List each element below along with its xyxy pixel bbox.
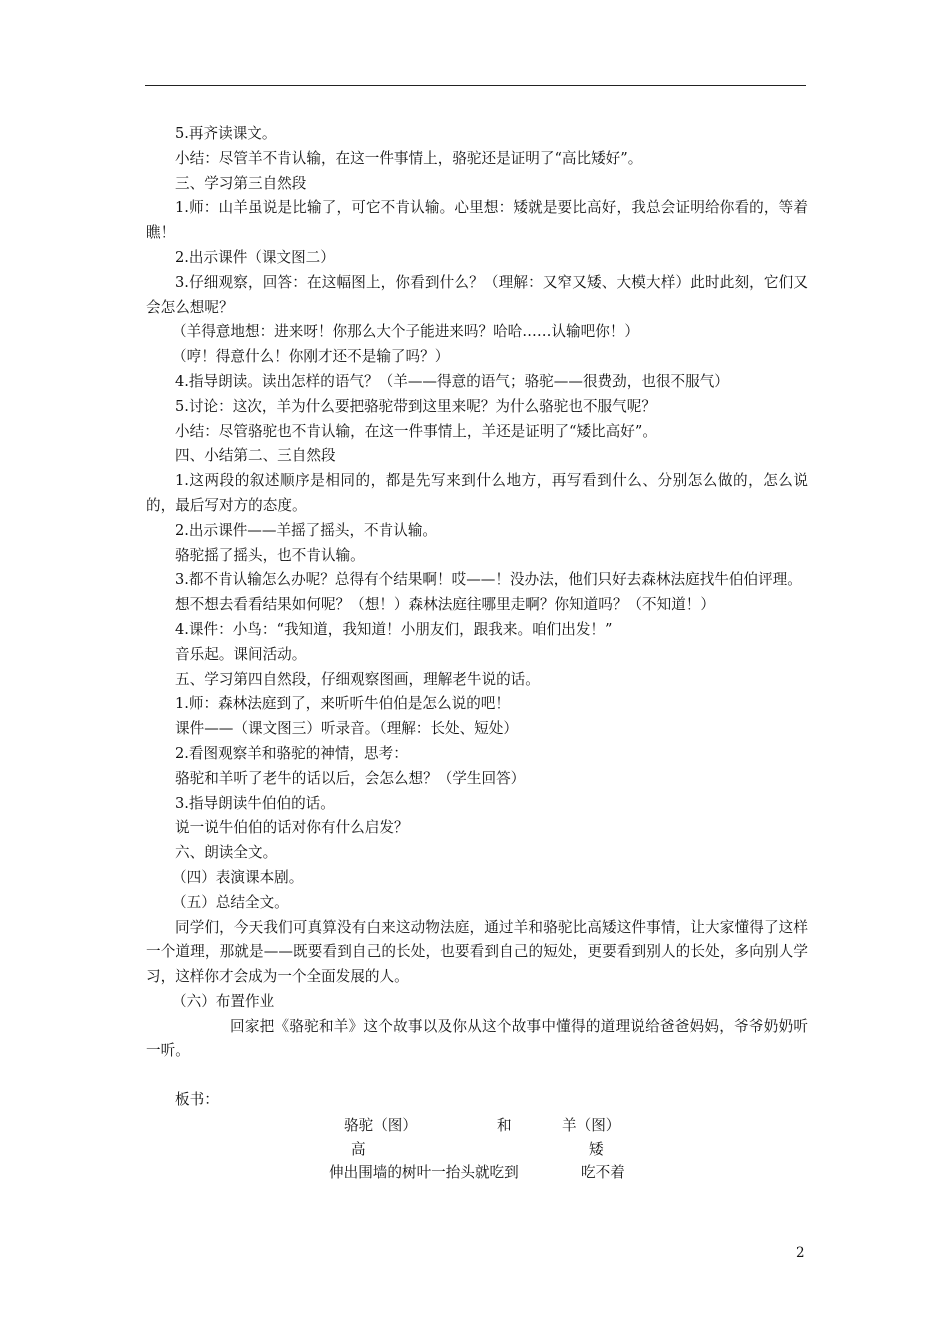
paragraph: 想不想去看看结果如何呢？（想！）森林法庭往哪里走啊？你知道吗？（不知道！）	[175, 596, 715, 614]
paragraph: 2.出示课件——羊摇了摇头，不肯认输。	[175, 521, 438, 539]
header-rule	[145, 85, 806, 86]
board-sheep: 羊（图）	[562, 1117, 621, 1135]
blackboard-layout	[146, 1115, 808, 1195]
paragraph: 4.指导朗读。读出怎样的语气？（羊——得意的语气；骆驼——很费劲，也很不服气）	[175, 372, 729, 390]
section-heading: 五、学习第四自然段，仔细观察图画，理解老牛说的话。	[175, 670, 540, 688]
paragraph: 2.看图观察羊和骆驼的神情，思考：	[175, 744, 408, 762]
paragraph: （哼！得意什么！你刚才还不是输了吗？）	[172, 348, 450, 366]
paragraph: 课件——（课文图三）听录音。（理解：长处、短处）	[175, 720, 518, 738]
section-heading: （五）总结全文。	[172, 893, 289, 911]
board-camel-reach: 伸出围墙的树叶一抬头就吃到	[329, 1164, 519, 1182]
paragraph: 3.仔细观察，回答：在这幅图上，你看到什么？（理解：又窄又矮、大模大样）此时此刻，它们又会怎么想呢？	[146, 273, 808, 316]
paragraph: 2.出示课件（课文图二）	[175, 248, 335, 266]
board-short: 矮	[589, 1141, 604, 1159]
paragraph: 骆驼和羊听了老牛的话以后，会怎么想？（学生回答）	[175, 769, 526, 787]
paragraph: 说一说牛伯伯的话对你有什么启发？	[175, 819, 409, 837]
paragraph: 音乐起。课间活动。	[175, 645, 307, 663]
section-heading: 四、小结第二、三自然段	[175, 447, 336, 465]
board-tall: 高	[351, 1141, 366, 1159]
paragraph: 5.再齐读课文。	[175, 125, 277, 142]
board-and: 和	[497, 1117, 512, 1135]
document-body	[146, 122, 808, 1195]
paragraph: 小结：尽管骆驼也不肯认输，在这一件事情上，羊还是证明了“矮比高好”。	[175, 422, 657, 440]
paragraph: 3.都不肯认输怎么办呢？总得有个结果啊！哎——！没办法，他们只好去森林法庭找牛伯伯评理。	[175, 571, 802, 589]
board-camel: 骆驼（图）	[344, 1117, 417, 1135]
paragraph: 1.师：山羊虽说是比输了，可它不肯认输。心里想：矮就是要比高好，我总会证明给你看的，等着瞧！	[146, 199, 808, 242]
paragraph: 骆驼摇了摇头，也不肯认输。	[175, 546, 365, 564]
board-label: 板书：	[175, 1091, 219, 1109]
board-sheep-reach: 吃不着	[581, 1164, 625, 1182]
paragraph: 5.讨论：这次，羊为什么要把骆驼带到这里来呢？为什么骆驼也不服气呢？	[175, 397, 656, 415]
paragraph: 3.指导朗读牛伯伯的话。	[175, 794, 335, 812]
paragraph: 回家把《骆驼和羊》这个故事以及你从这个故事中懂得的道理说给爸爸妈妈，爷爷奶奶听一听。	[146, 1017, 808, 1060]
paragraph: 同学们，今天我们可真算没有白来这动物法庭，通过羊和骆驼比高矮这件事情，让大家懂得了这样一个道理，那就是——既要看到自己的长处，也要看到自己的短处，更要看到别人的长处，多向别人学习，这样你才会成为一个全面发展的人。	[146, 918, 808, 986]
paragraph: 1.师：森林法庭到了，来听听牛伯伯是怎么说的吧！	[175, 695, 510, 713]
page-number: 2	[796, 1245, 805, 1261]
section-heading: 三、学习第三自然段	[175, 174, 307, 192]
section-heading: 六、朗读全文。	[175, 844, 278, 862]
paragraph: 小结：尽管羊不肯认输，在这一件事情上，骆驼还是证明了“高比矮好”。	[175, 149, 643, 167]
section-heading: （六）布置作业	[172, 992, 275, 1010]
section-heading: （四）表演课本剧。	[172, 868, 304, 886]
paragraph: 4.课件：小鸟：“我知道，我知道！小朋友们，跟我来。咱们出发！”	[175, 620, 613, 638]
paragraph: （羊得意地想：进来呀！你那么大个子能进来吗？哈哈……认输吧你！）	[172, 323, 640, 341]
paragraph: 1.这两段的叙述顺序是相同的，都是先写来到什么地方，再写看到什么、分别怎么做的，怎么说的，最后写对方的态度。	[146, 472, 808, 514]
